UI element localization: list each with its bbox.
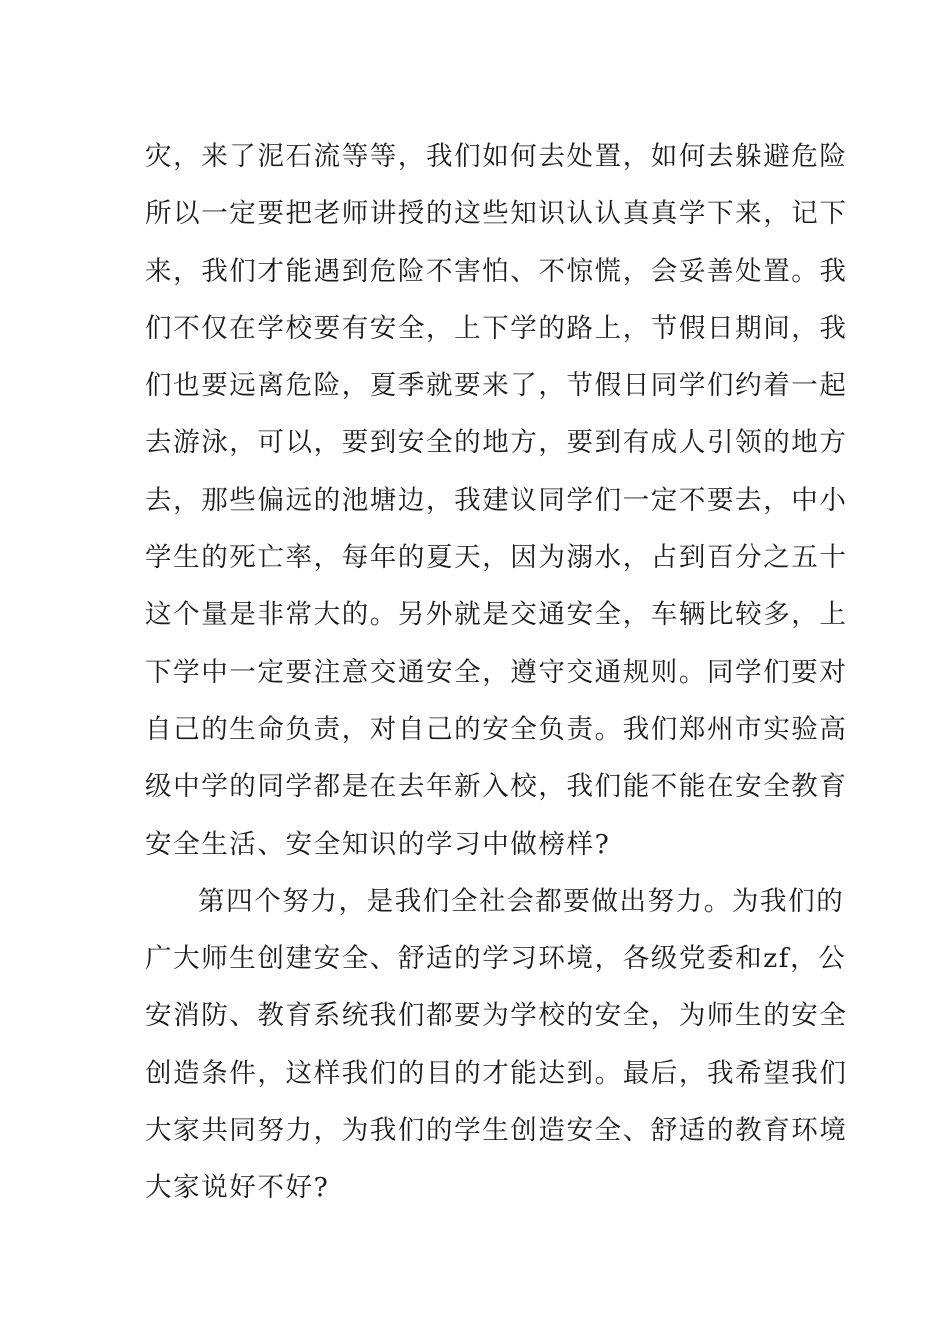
text-line: 大家共同努力，为我们的学生创造安全、舒适的教育环境 — [145, 1115, 848, 1147]
text-line: 来，我们才能遇到危险不害怕、不惊慌，会妥善处置。我 — [145, 255, 848, 287]
text-line: 去，那些偏远的池塘边，我建议同学们一定不要去，中小 — [145, 484, 848, 516]
text-line: 级中学的同学都是在去年新入校，我们能不能在安全教育 — [145, 771, 848, 803]
text-line: 学生的死亡率，每年的夏天，因为溺水，占到百分之五十 — [145, 542, 848, 574]
text-line: 们不仅在学校要有安全，上下学的路上，节假日期间，我 — [145, 312, 848, 344]
paragraph-start-line: 第四个努力，是我们全社会都要做出努力。为我们的 — [198, 885, 845, 917]
text-line: 大家说好不好? — [145, 1172, 330, 1204]
body-text — [145, 128, 848, 1217]
text-line: 这个量是非常大的。另外就是交通安全，车辆比较多，上 — [145, 599, 848, 631]
text-line: 所以一定要把老师讲授的这些知识认认真真学下来，记下 — [145, 198, 848, 230]
text-line: 灾，来了泥石流等等，我们如何去处置，如何去躲避危险 — [145, 141, 848, 172]
text-line: 广大师生创建安全、舒适的学习环境，各级党委和zf，公 — [145, 943, 847, 975]
text-line: 下学中一定要注意交通安全，遵守交通规则。同学们要对 — [145, 656, 848, 688]
text-line: 安消防、教育系统我们都要为学校的安全，为师生的安全 — [145, 1000, 848, 1032]
text-line: 自己的生命负责，对自己的安全负责。我们郑州市实验高 — [145, 713, 848, 745]
text-line: 安全生活、安全知识的学习中做榜样? — [145, 828, 611, 860]
text-line: 去游泳，可以，要到安全的地方，要到有成人引领的地方 — [145, 427, 848, 459]
text-line: 们也要远离危险，夏季就要来了，节假日同学们约着一起 — [145, 370, 848, 402]
text-line: 创造条件，这样我们的目的才能达到。最后，我希望我们 — [145, 1057, 848, 1089]
